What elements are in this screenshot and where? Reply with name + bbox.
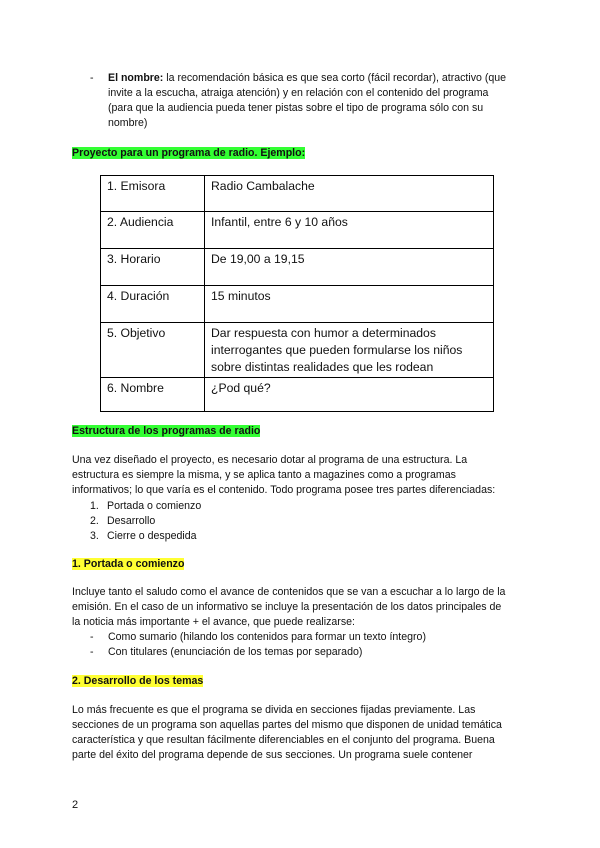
list-item xyxy=(90,514,155,529)
intro-bullet-text xyxy=(108,71,533,131)
table-row xyxy=(101,176,494,212)
intro-line: la recomendación básica es que sea corto (fácil recordar), atractivo (que xyxy=(166,72,507,84)
table-value xyxy=(205,249,494,286)
list-item xyxy=(90,499,201,514)
bullet-dash: - xyxy=(90,646,94,658)
paragraph-line: emisión. En el caso de un informativo se incluye la presentación de los datos principales de xyxy=(72,601,502,613)
table-key: 6. Nombre xyxy=(101,378,205,412)
paragraph-line: parte del éxito del programa depende de sus secciones. Un programa suele contener xyxy=(72,749,473,761)
bullet-dash: - xyxy=(90,631,94,643)
table-value xyxy=(205,323,494,378)
page-number: 2 xyxy=(72,799,79,811)
paragraph-line: Incluye tanto el saludo como el avance de contenidos que se van a escuchar a lo largo de la xyxy=(72,586,506,598)
section2-heading-text: 2. Desarrollo de los temas xyxy=(72,675,204,687)
list-text: Desarrollo xyxy=(107,515,156,527)
table-row xyxy=(101,286,494,323)
table-value xyxy=(205,378,494,412)
table-key: 4. Duración xyxy=(101,286,205,323)
section1-heading-text: 1. Portada o comienzo xyxy=(72,558,185,570)
table-value-line: Radio Cambalache xyxy=(211,179,315,193)
table-key: 5. Objetivo xyxy=(101,323,205,378)
list-text: Cierre o despedida xyxy=(107,530,197,542)
paragraph-line: informativos; lo que varía es el contenido. Todo programa posee tres partes diferenciadas: xyxy=(72,484,496,496)
section1-paragraph xyxy=(72,585,528,630)
table-row xyxy=(101,249,494,286)
table-value xyxy=(205,212,494,249)
project-table xyxy=(100,175,494,412)
list-number: 3. xyxy=(90,530,99,542)
structure-heading-text: Estructura de los programas de radio xyxy=(72,425,261,437)
intro-line: invite a la escucha, atraiga atención) y en relación con el contenido del programa xyxy=(108,87,489,99)
list-text: Portada o comienzo xyxy=(107,500,202,512)
paragraph-line: secciones de un programa son aquellas partes del mismo que disponen de unidad temática xyxy=(72,719,502,731)
table-value xyxy=(205,286,494,323)
project-heading-text: Proyecto para un programa de radio. Ejemplo: xyxy=(72,147,306,159)
project-heading xyxy=(72,146,305,161)
table-value-line: De 19,00 a 19,15 xyxy=(211,252,305,266)
table-key: 3. Horario xyxy=(101,249,205,286)
table-row xyxy=(101,378,494,412)
table-row xyxy=(101,212,494,249)
table-value-line: Infantil, entre 6 y 10 años xyxy=(211,215,348,229)
bullet-text: Con titulares (enunciación de los temas por separado) xyxy=(108,646,363,658)
section2-heading xyxy=(72,674,203,689)
list-number: 1. xyxy=(90,500,99,512)
structure-heading xyxy=(72,424,260,439)
table-value-line: ¿Pod qué? xyxy=(211,381,271,395)
paragraph-line: característica y que resultan fácilmente diferenciables en el conjunto del programa. Buena xyxy=(72,734,495,746)
list-item xyxy=(90,529,197,544)
table-value xyxy=(205,176,494,212)
bullet-text: Como sumario (hilando los contenidos para formar un texto íntegro) xyxy=(108,631,426,643)
table-value-line: sobre distintas realidades que les rodean xyxy=(211,360,434,374)
table-row xyxy=(101,323,494,378)
table-value-line: 15 minutos xyxy=(211,289,271,303)
section1-heading xyxy=(72,557,184,572)
intro-line: nombre) xyxy=(108,117,148,129)
intro-line: (para que la audiencia pueda tener pistas sobre el tipo de programa sólo con su xyxy=(108,102,484,114)
table-key: 2. Audiencia xyxy=(101,212,205,249)
structure-paragraph xyxy=(72,453,528,498)
table-key: 1. Emisora xyxy=(101,176,205,212)
section2-paragraph xyxy=(72,703,528,763)
list-number: 2. xyxy=(90,515,99,527)
paragraph-line: la noticia más importante + el avance, que puede realizarse: xyxy=(72,616,355,628)
intro-bullet-bold: El nombre: xyxy=(108,72,164,84)
paragraph-line: Una vez diseñado el proyecto, es necesario dotar al programa de una estructura. La xyxy=(72,454,468,466)
bullet-dash: - xyxy=(90,72,94,84)
table-value-line: Dar respuesta con humor a determinados xyxy=(211,326,436,340)
paragraph-line: Lo más frecuente es que el programa se divida en secciones fijadas previamente. Las xyxy=(72,704,476,716)
table-value-line: interrogantes que pueden formularse los niños xyxy=(211,343,463,357)
paragraph-line: estructura es siempre la misma, y se aplica tanto a magazines como a programas xyxy=(72,469,456,481)
